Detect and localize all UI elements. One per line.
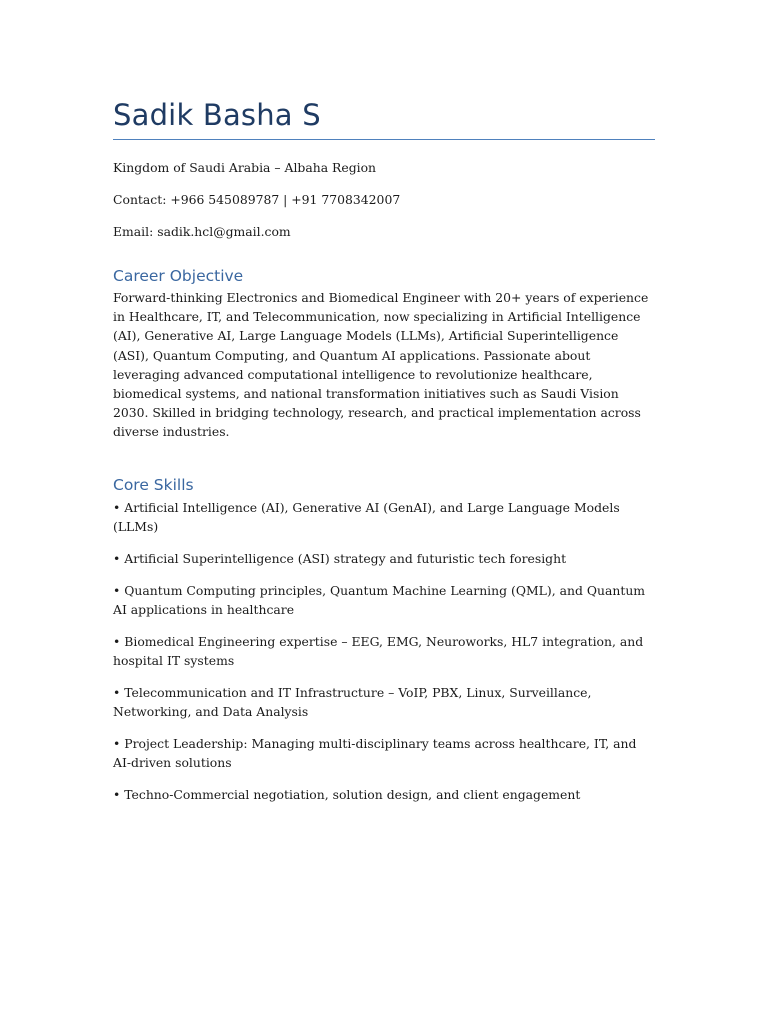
core-skills-heading: Core Skills <box>113 475 194 494</box>
career-objective-heading: Career Objective <box>113 267 244 285</box>
skill-item: • Telecommunication and IT Infrastructure – VoIP, PBX, Linux, Surveillance, Networking, and Data Analysis <box>113 684 592 719</box>
skill-item: • Techno-Commercial negotiation, solution design, and client engagement <box>113 786 581 802</box>
phone-line: Contact: +966 545089787 | +91 7708342007 <box>113 192 401 207</box>
candidate-name: Sadik Basha S <box>113 98 321 132</box>
skill-item: • Artificial Superintelligence (ASI) strategy and futuristic tech foresight <box>113 550 567 566</box>
core-skills-list <box>113 498 655 804</box>
skill-item: • Project Leadership: Managing multi-disciplinary teams across healthcare, IT, and AI-driven solutions <box>113 735 637 770</box>
skill-item: • Biomedical Engineering expertise – EEG, EMG, Neuroworks, HL7 integration, and hospital IT systems <box>113 633 644 668</box>
email-line: Email: sadik.hcl@gmail.com <box>113 224 291 239</box>
location-line: Kingdom of Saudi Arabia – Albaha Region <box>113 160 377 175</box>
skill-item: • Artificial Intelligence (AI), Generative AI (GenAI), and Large Language Models (LLMs) <box>113 499 620 534</box>
skill-item: • Quantum Computing principles, Quantum Machine Learning (QML), and Quantum AI applications in healthcare <box>113 582 646 617</box>
career-objective-text: Forward-thinking Electronics and Biomedical Engineer with 20+ years of experience in Healthcare, IT, and Telecommunication, now specializing in Artificial Intelligence (AI), Generative AI, Large Language Models (LLMs), Artificial Superintelligence (ASI), Quantum Computing, and Quantum AI applications. Passionate about leveraging advanced computational intelligence to revolutionize healthcare, biomedical systems, and national transformation initiatives such as Saudi Vision 2030. Skilled in bridging technology, research, and practical implementation across diverse industries. <box>113 290 649 440</box>
title-divider <box>113 139 655 140</box>
